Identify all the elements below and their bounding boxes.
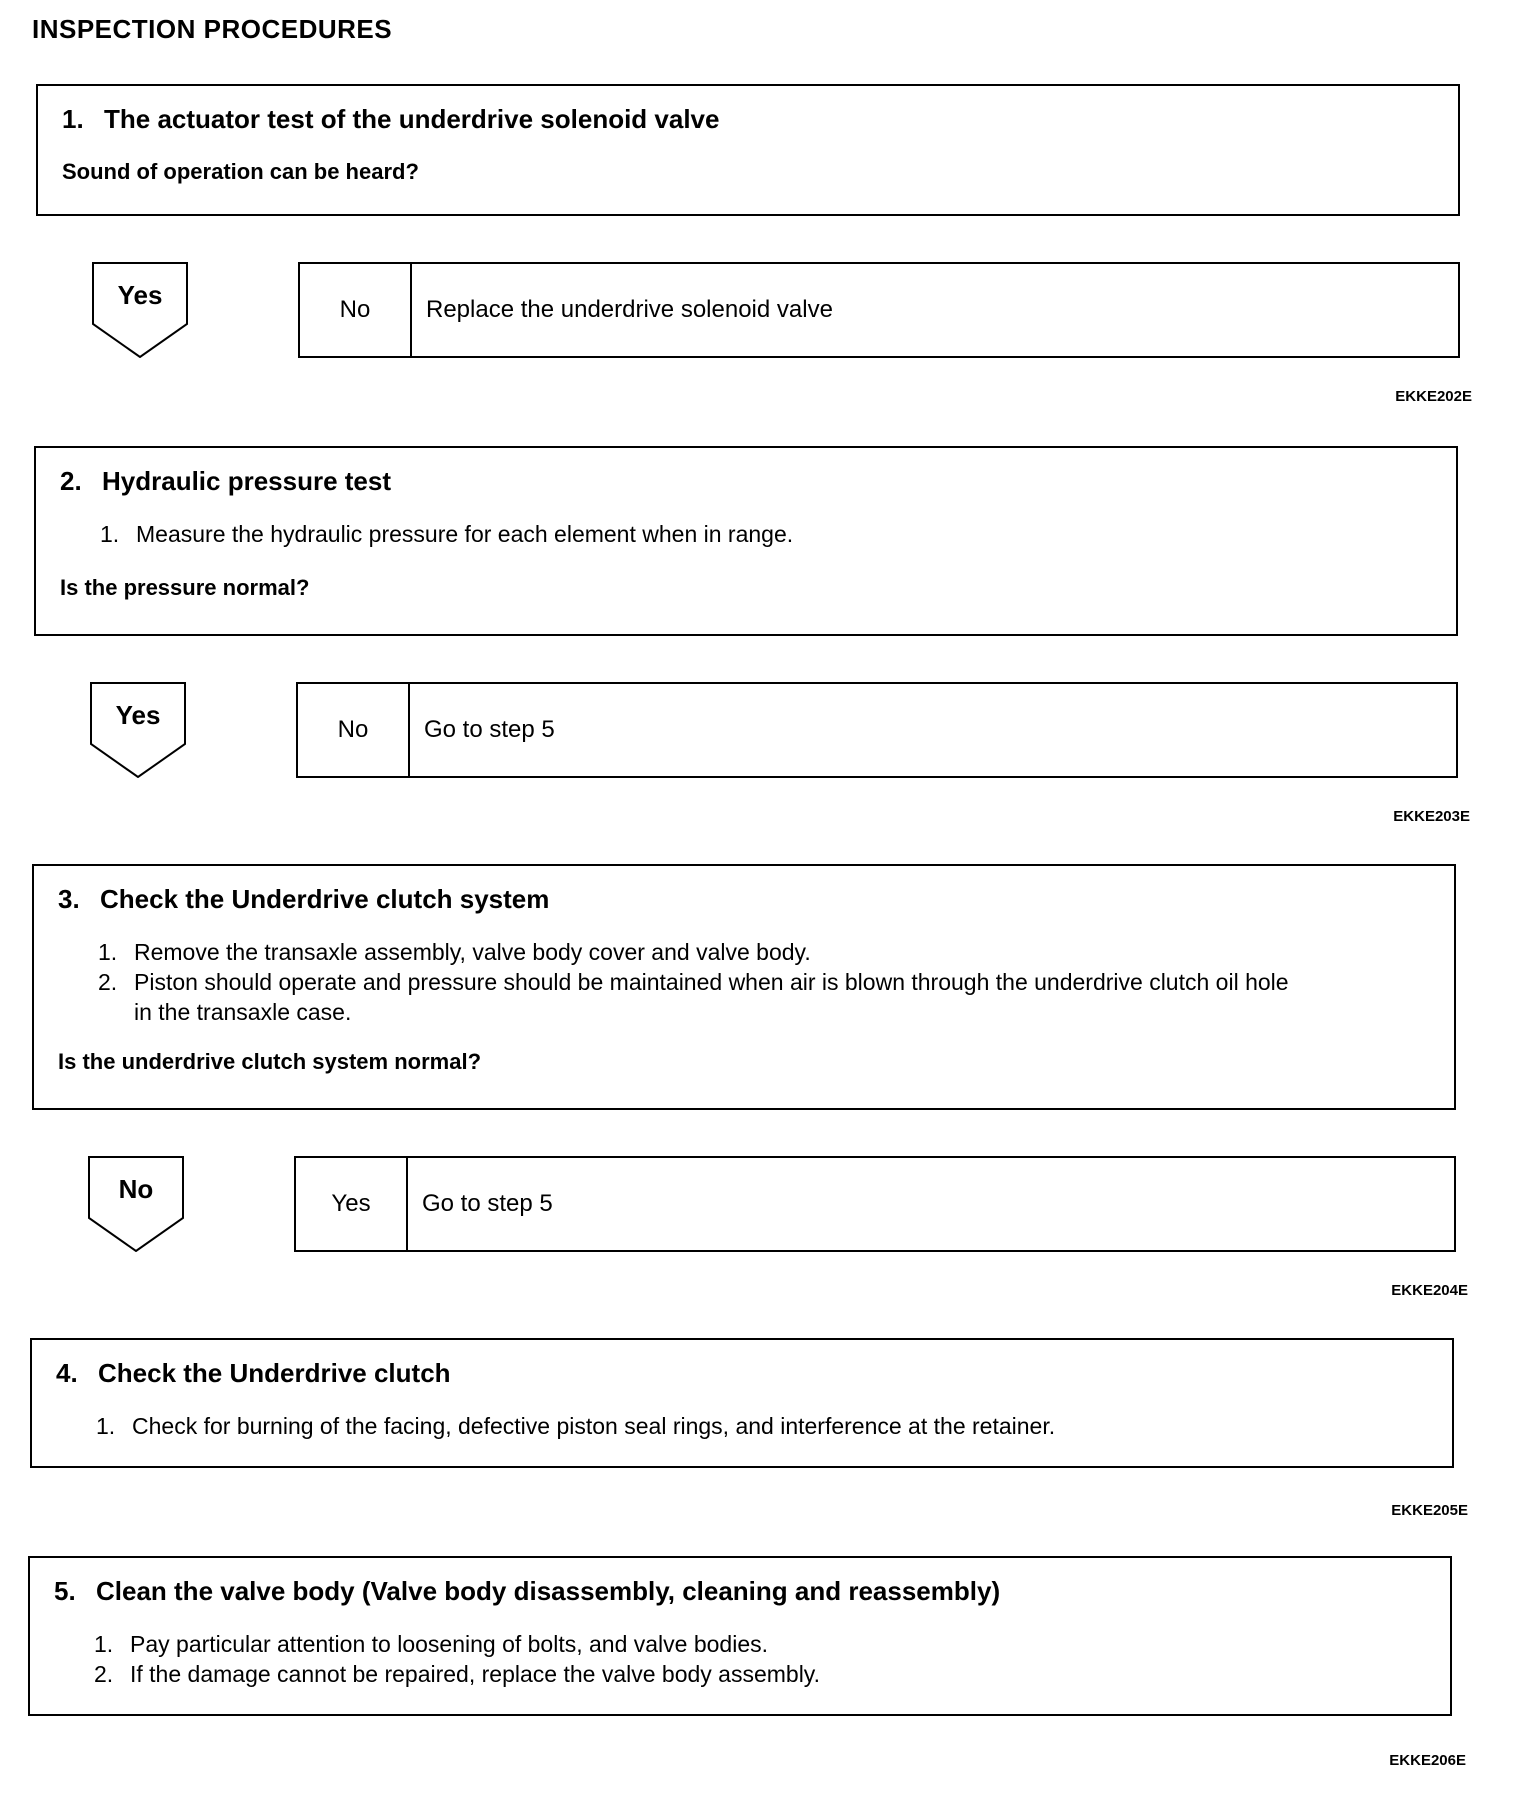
step-title: Check the Underdrive clutch — [98, 1358, 451, 1388]
step-number: 5. — [54, 1576, 76, 1606]
branch-key: No — [300, 264, 412, 356]
step-5-list — [54, 1629, 1426, 1689]
step-4-list — [56, 1411, 1428, 1441]
branch-action: Go to step 5 — [424, 716, 555, 743]
step-number: 1. — [62, 104, 84, 134]
step-title: Hydraulic pressure test — [102, 466, 392, 496]
branch-key: No — [298, 684, 410, 776]
step-number: 3. — [58, 884, 80, 914]
figure-code: EKKE204E — [1391, 1282, 1468, 1299]
step-1-arrow — [92, 262, 188, 358]
step-1-branch — [298, 262, 1460, 358]
list-item: 2. Piston should operate and pressure should be maintained when air is blown through the underdrive clutch oil hole in the transaxle case. — [98, 969, 1289, 1025]
step-3-heading — [58, 884, 1430, 915]
step-title: The actuator test of the underdrive solenoid valve — [104, 104, 720, 134]
step-2-arrow — [90, 682, 186, 778]
branch-key: Yes — [296, 1158, 408, 1250]
step-5-heading — [54, 1576, 1426, 1607]
step-2-question: Is the pressure normal? — [60, 575, 310, 600]
step-title: Check the Underdrive clutch system — [100, 884, 550, 914]
step-3-branch — [294, 1156, 1456, 1252]
figure-code: EKKE202E — [1395, 388, 1472, 405]
branch-action: Replace the underdrive solenoid valve — [426, 296, 833, 323]
step-4-box — [30, 1338, 1454, 1468]
page-title: INSPECTION PROCEDURES — [32, 14, 393, 44]
step-2-list — [60, 519, 1432, 549]
step-1-heading — [62, 104, 1434, 135]
step-number: 2. — [60, 466, 82, 496]
list-item: 1. Measure the hydraulic pressure for each element when in range. — [100, 521, 794, 547]
branch-action: Go to step 5 — [422, 1190, 553, 1217]
list-item: 2. If the damage cannot be repaired, replace the valve body assembly. — [94, 1661, 820, 1687]
list-item: 1. Check for burning of the facing, defective piston seal rings, and interference at the retainer. — [96, 1413, 1056, 1439]
step-3-box — [32, 864, 1456, 1110]
step-5-box — [28, 1556, 1452, 1716]
step-3-arrow — [88, 1156, 184, 1252]
figure-code: EKKE206E — [1389, 1752, 1466, 1769]
step-4-heading — [56, 1358, 1428, 1389]
step-2-heading — [60, 466, 1432, 497]
step-1-question: Sound of operation can be heard? — [62, 159, 419, 184]
list-item: 1. Remove the transaxle assembly, valve body cover and valve body. — [98, 939, 811, 965]
step-2-branch — [296, 682, 1458, 778]
list-item: 1. Pay particular attention to loosening of bolts, and valve bodies. — [94, 1631, 769, 1657]
arrow-label: No — [118, 1174, 154, 1204]
step-2-box — [34, 446, 1458, 636]
step-number: 4. — [56, 1358, 78, 1388]
figure-code: EKKE203E — [1393, 808, 1470, 825]
step-title: Clean the valve body (Valve body disassembly, cleaning and reassembly) — [96, 1576, 1001, 1606]
arrow-label: Yes — [117, 280, 163, 310]
step-1-box — [36, 84, 1460, 216]
arrow-label: Yes — [115, 700, 161, 730]
step-3-list — [58, 937, 1430, 1027]
figure-code: EKKE205E — [1391, 1502, 1468, 1519]
step-3-question: Is the underdrive clutch system normal? — [58, 1049, 482, 1074]
